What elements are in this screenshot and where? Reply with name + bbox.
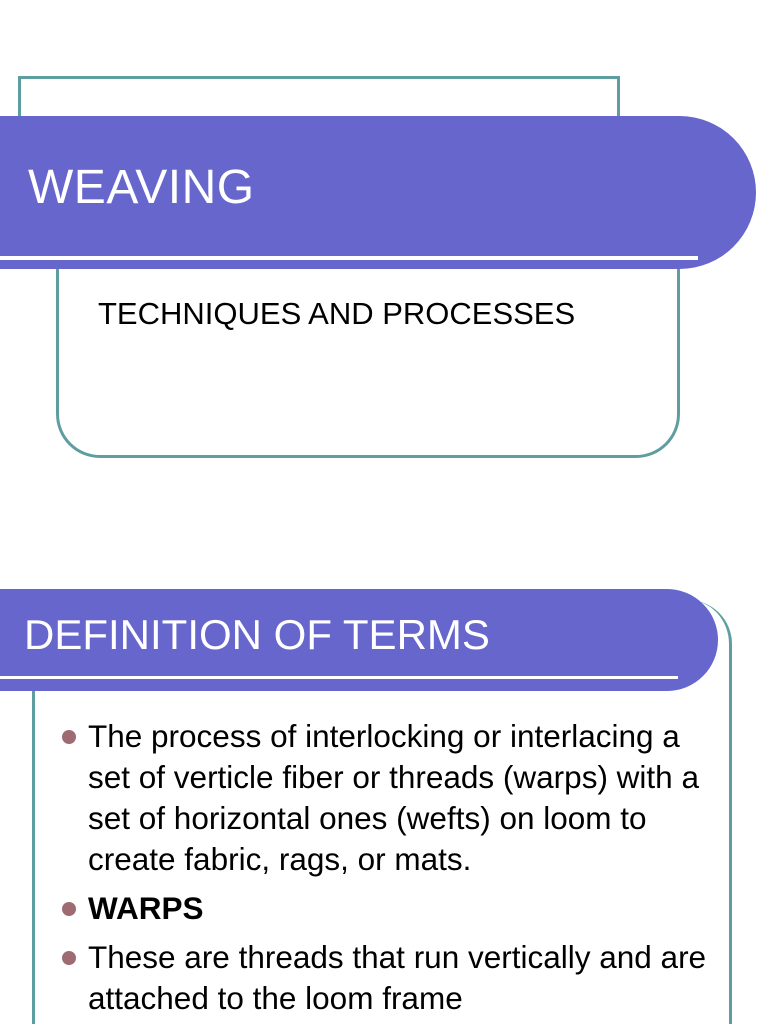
bullet-text: The process of interlocking or interlacing a set of verticle fiber or threads (warps) with a set of horizontal ones (wefts) on loom to create fabric, rags, or mats. [88, 718, 699, 877]
slide-1-banner-divider [0, 256, 698, 260]
bullet-text: These are threads that run vertically and are attached to the loom frame [88, 939, 707, 1016]
bullet-dot-icon [62, 902, 76, 916]
slide-2-title: DEFINITION OF TERMS [24, 611, 490, 658]
slide-1-title: WEAVING [28, 161, 255, 214]
bullet-text: WARPS [88, 890, 204, 926]
slide-2-banner-divider [0, 676, 678, 679]
slide-2-bullet-list [60, 716, 720, 1024]
bullet-dot-icon [62, 730, 76, 744]
bullet-item [60, 716, 720, 880]
slide-1-subtitle: TECHNIQUES AND PROCESSES [98, 296, 576, 331]
bullet-item [60, 888, 720, 929]
bullet-dot-icon [62, 951, 76, 965]
bullet-item [60, 937, 720, 1019]
